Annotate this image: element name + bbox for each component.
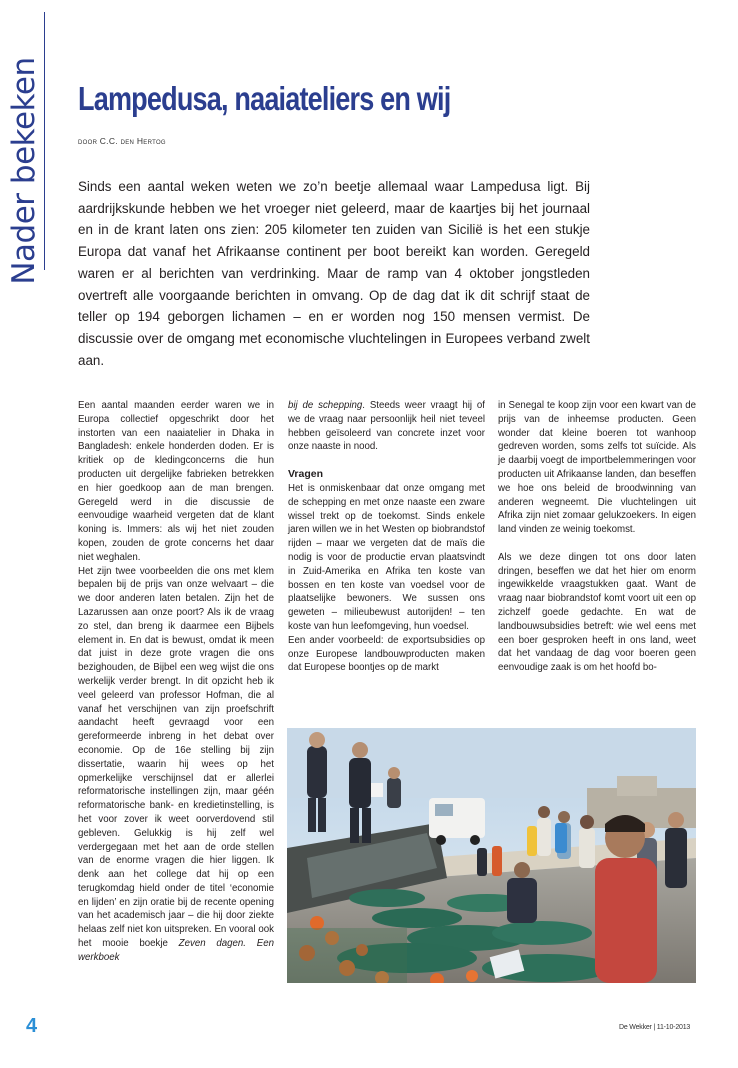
article-column-1 xyxy=(78,399,274,965)
column3-paragraph-2: Als we deze dingen tot ons door laten dringen, beseffen we dat het hier om enorm ingewikkelde vraagstukken gaat. Want de vraag naar biobrandstof komt voort uit een op zichzelf goede gedachte. En wat de landbouwsubsidies betreft: wie wel eens met een boer gesproken heeft in ons land, weet dat het vandaag de dag voor boeren geen eenvoudige zaak is om het hoofd bo- xyxy=(498,551,696,674)
column1-paragraph-1: Een aantal maanden eerder waren we in Europa collectief opgeschrikt door het instorten van een naaiatelier in Dhaka in Bangladesh: enkele honderden doden. Er is kritiek op de kledingconcerns die hun producten uit dergelijke fabrieken betrekken en hier goedkoop aan de man brengen. Geregeld werd in die discussie de eenvoudige waarheid vergeten dat de klant koning is. Immers: als wij het niet zouden kopen, zouden de grote concerns het daar niet weghalen. xyxy=(78,400,274,563)
section-label-text: Nader bekeken xyxy=(6,57,42,285)
column2-paragraph-1-text: . Steeds weer vraagt hij of we de vraag naar persoonlijk heil niet teveel hebben geïsoleerd van concrete inzet voor onze naaste in nood. xyxy=(288,400,485,453)
article-title: Lampedusa, naaiateliers en wij xyxy=(78,80,451,117)
article-column-3 xyxy=(498,399,696,675)
column2-paragraph-2: Het is onmiskenbaar dat onze omgang met de schepping en met onze naaste een zware wissel trekt op de toekomst. Sinds enkele jaren willen we in het Westen op biobrandstof rijden – maar we vergeten dat de maïs die nodig is voor de productie ervan plaatsvindt in Zuid-Amerika en Afrika ten koste van bossen en ten koste van voedsel voor de plaatselijke bewoners. We sussen ons geweten – milieubewust autorijden! – ten koste van hun leefomgeving, hun voedsel. xyxy=(288,482,485,632)
column1-paragraph-2 xyxy=(78,565,274,965)
column1-book-title: Zeven dagen. Een werkboek xyxy=(78,938,274,963)
column2-paragraph-1 xyxy=(288,399,485,454)
column3-paragraph-1: in Senegal te koop zijn voor een kwart van de prijs van de inheemse producten. Geen wonder dat kleine boeren tot wanhoop gedreven worden, soms zelfs tot suïcide. Als je daarbij voegt de importbelemmeringen voor producten uit Afrikaanse landen, dan beseffen we hoe ons beleid de broodwinning van anderen wegneemt. Die vluchtelingen uit Afrika zijn niet zomaar gelukzoekers. In eigen land vinden ze weinig toekomst. xyxy=(498,400,696,536)
lead-paragraph: Sinds een aantal weken weten we zo’n beetje allemaal waar Lampedusa ligt. Bij aardrijkskunde hebben we het vroeger niet geleerd, maar de kaartjes bij het journaal en in de krant laten ons zien: 205 kilometer ten zuiden van Sicilië is het een stukje Europa dat vanaf het Afrikaanse continent per boot bereikt kan worden. Geregeld waren er al berichten van verdrinking. Maar de ramp van 4 oktober jongstleden overtreft alle voorgaande berichten in omvang. Op de dag dat ik dit schrijf staat de teller op 194 geborgen lichamen – en er worden nog 150 mensen vermist. De discussie over de omgang met economische vluchtelingen in Europees verband zwelt aan. xyxy=(78,179,590,368)
column2-book-title: bij de schepping xyxy=(288,400,363,411)
news-photo xyxy=(287,728,696,983)
byline-author: C.C. den Hertog xyxy=(99,136,166,146)
section-rule xyxy=(44,12,45,270)
byline-prefix: door xyxy=(78,137,98,146)
paragraph-gap xyxy=(498,537,696,551)
footer-publication: De Wekker | 11-10-2013 xyxy=(619,1024,691,1031)
section-heading-vragen: Vragen xyxy=(288,468,324,481)
page-number: 4 xyxy=(26,1015,38,1037)
section-label xyxy=(6,57,42,285)
column2-paragraph-3: Een ander voorbeeld: de exportsubsidies op onze Europese landbouwproducten maken dat Europese boontjes op de markt xyxy=(288,634,485,674)
byline xyxy=(78,136,166,146)
article-column-2 xyxy=(288,399,485,675)
column1-paragraph-2-text: Het zijn twee voorbeelden die ons met klem bepalen bij de prijs van onze welvaart – die we door anderen laten betalen. Zijn het de Lazarussen aan onze poort? Als ik de vraag zo stel, dan breng ik daarmee een Bijbels element in. En dat is bewust, omdat ik meen dat juist in deze grote vragen die ons bezighouden, de Bijbel een weg wijst die ons werkelijk verder brengt. In dit opzicht heb ik veel geleerd van professor Hofman, die al vanaf het verschijnen van zijn proefschrift aandacht heeft gevraagd voor een gereformeerde inbreng in het debat over economie. Op de 16e stelling bij zijn dissertatie, waarin hij wees op het opmerkelijke verschijnsel dat er allerlei reformatorische instellingen zijn, maar géén reformatorische bank- en kredietinstelling, is het voor zover ik weet oorverdovend stil gebleven. Gelukkig is hij zelf wel verdergegaan met het aan de orde stellen van de enorme vragen die hier liggen. Ik denk aan het college dat hij op een terugkomdag hield onder de titel ‘economie en lijden’ en zijn oratie bij de recente opening van het academisch jaar – die hij door ziekte helaas zelf niet kon uitspreken. En vooral ook het mooie boekje xyxy=(78,565,274,950)
harbor-photo-illustration xyxy=(287,728,696,983)
